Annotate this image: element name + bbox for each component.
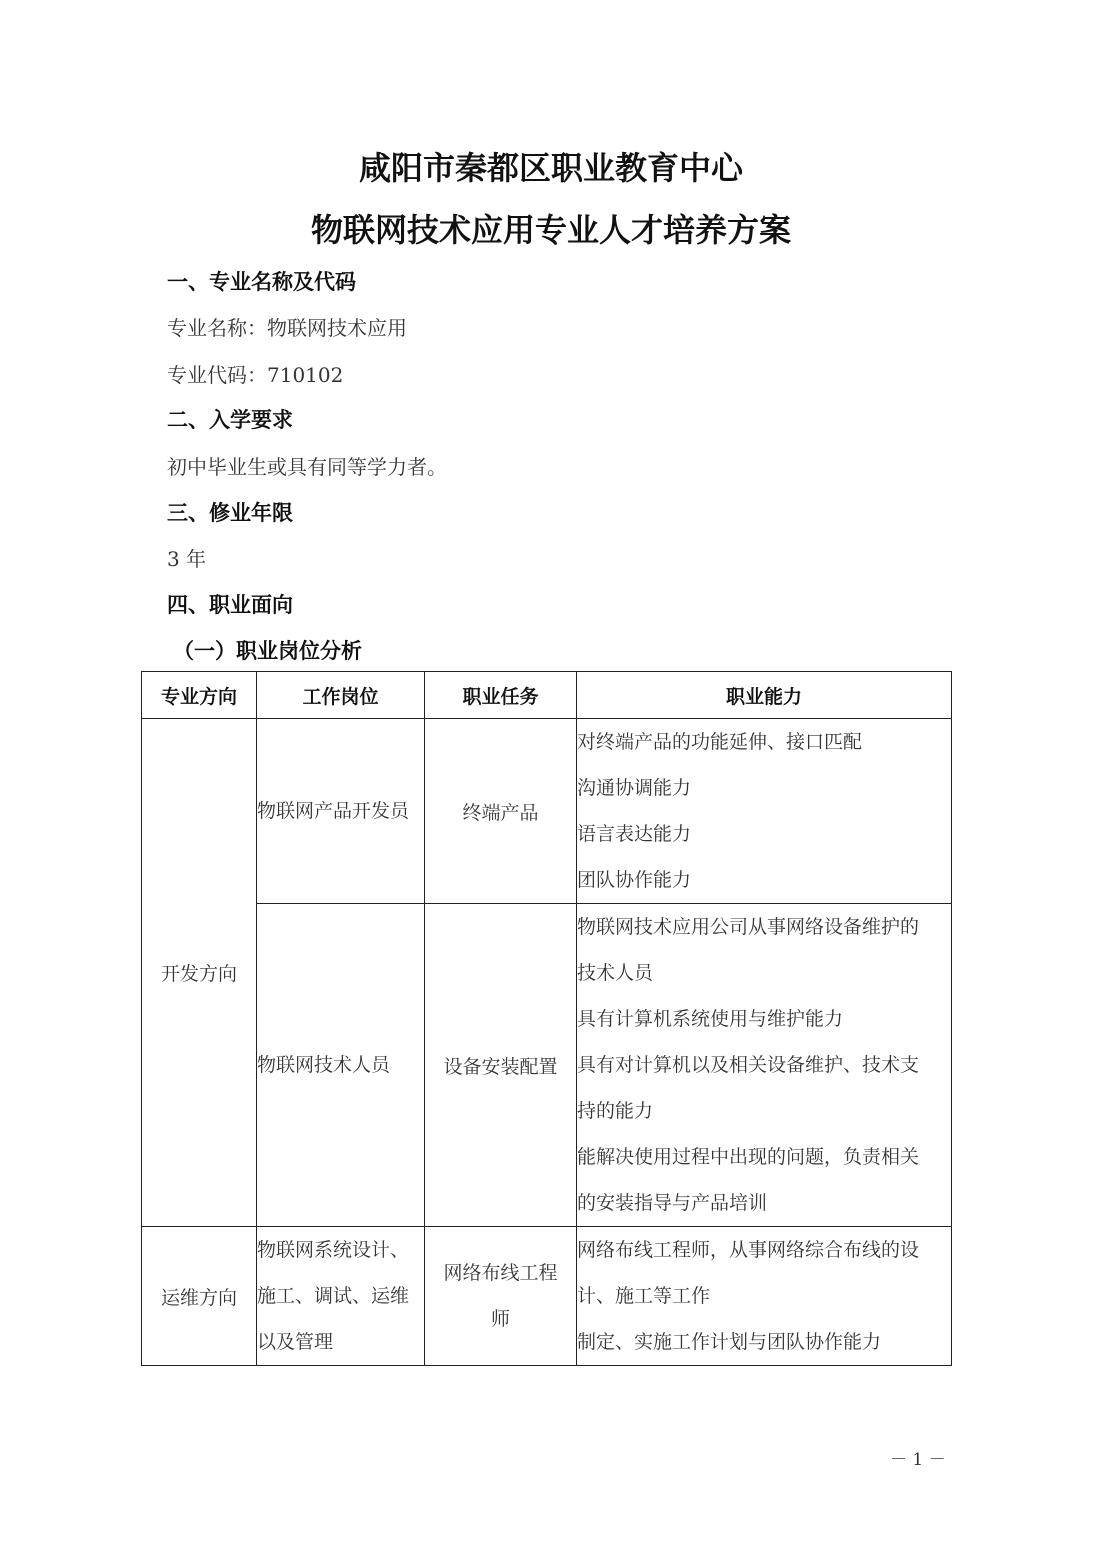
ability-line: 语言表达能力 <box>577 823 692 845</box>
ability-line: 计、施工等工作 <box>577 1285 711 1307</box>
ability-line: 物联网技术应用公司从事网络设备维护的 <box>577 916 920 938</box>
document-subtitle: 物联网技术应用专业人才培养方案 <box>310 211 791 249</box>
cell-ability <box>577 1227 952 1366</box>
page-number: － 1 － <box>890 1450 946 1470</box>
ability-line: 沟通协调能力 <box>577 777 692 799</box>
table-row <box>142 1227 952 1366</box>
admission-text: 初中毕业生或具有同等学力者。 <box>167 455 447 479</box>
ability-line: 网络布线工程师，从事网络综合布线的设 <box>577 1239 920 1261</box>
cell-position: 物联网技术人员 <box>257 904 425 1227</box>
table-header-row <box>142 672 952 719</box>
table-row <box>142 904 952 1227</box>
duration-text: 3 年 <box>167 547 207 571</box>
cell-ability <box>577 904 952 1227</box>
cell-task-text: 网络布线工程师 <box>443 1262 558 1330</box>
subheading-job-analysis: （一）职业岗位分析 <box>173 639 362 663</box>
header-task: 职业任务 <box>425 672 577 719</box>
ability-line: 技术人员 <box>577 962 654 984</box>
header-position: 工作岗位 <box>257 672 425 719</box>
major-name: 专业名称：物联网技术应用 <box>167 316 407 340</box>
ability-line: 具有计算机系统使用与维护能力 <box>577 1008 844 1030</box>
major-code: 专业代码：710102 <box>167 363 344 387</box>
ability-line: 的安装指导与产品培训 <box>577 1192 768 1214</box>
ability-line: 能解决使用过程中出现的问题，负责相关 <box>577 1146 920 1168</box>
section-heading-career: 四、职业面向 <box>167 593 293 617</box>
cell-task: 终端产品 <box>425 719 577 904</box>
table-row <box>142 719 952 904</box>
cell-ability <box>577 719 952 904</box>
ability-line: 对终端产品的功能延伸、接口匹配 <box>577 731 863 753</box>
ability-line: 制定、实施工作计划与团队协作能力 <box>577 1331 882 1353</box>
job-analysis-table <box>141 671 952 1366</box>
ability-line: 具有对计算机以及相关设备维护、技术支 <box>577 1054 920 1076</box>
cell-position: 物联网系统设计、施工、调试、运维以及管理 <box>257 1227 425 1366</box>
section-heading-major: 一、专业名称及代码 <box>167 270 356 294</box>
header-direction: 专业方向 <box>142 672 257 719</box>
header-ability: 职业能力 <box>577 672 952 719</box>
cell-direction-ops: 运维方向 <box>142 1227 257 1366</box>
section-heading-duration: 三、修业年限 <box>167 501 293 525</box>
cell-direction-dev: 开发方向 <box>142 719 257 1227</box>
cell-task: 设备安装配置 <box>425 904 577 1227</box>
document-title: 咸阳市秦都区职业教育中心 <box>358 149 743 187</box>
section-heading-admission: 二、入学要求 <box>167 408 293 432</box>
cell-task <box>425 1227 577 1366</box>
cell-position: 物联网产品开发员 <box>257 719 425 904</box>
ability-line: 团队协作能力 <box>577 869 692 891</box>
ability-line: 持的能力 <box>577 1100 654 1122</box>
